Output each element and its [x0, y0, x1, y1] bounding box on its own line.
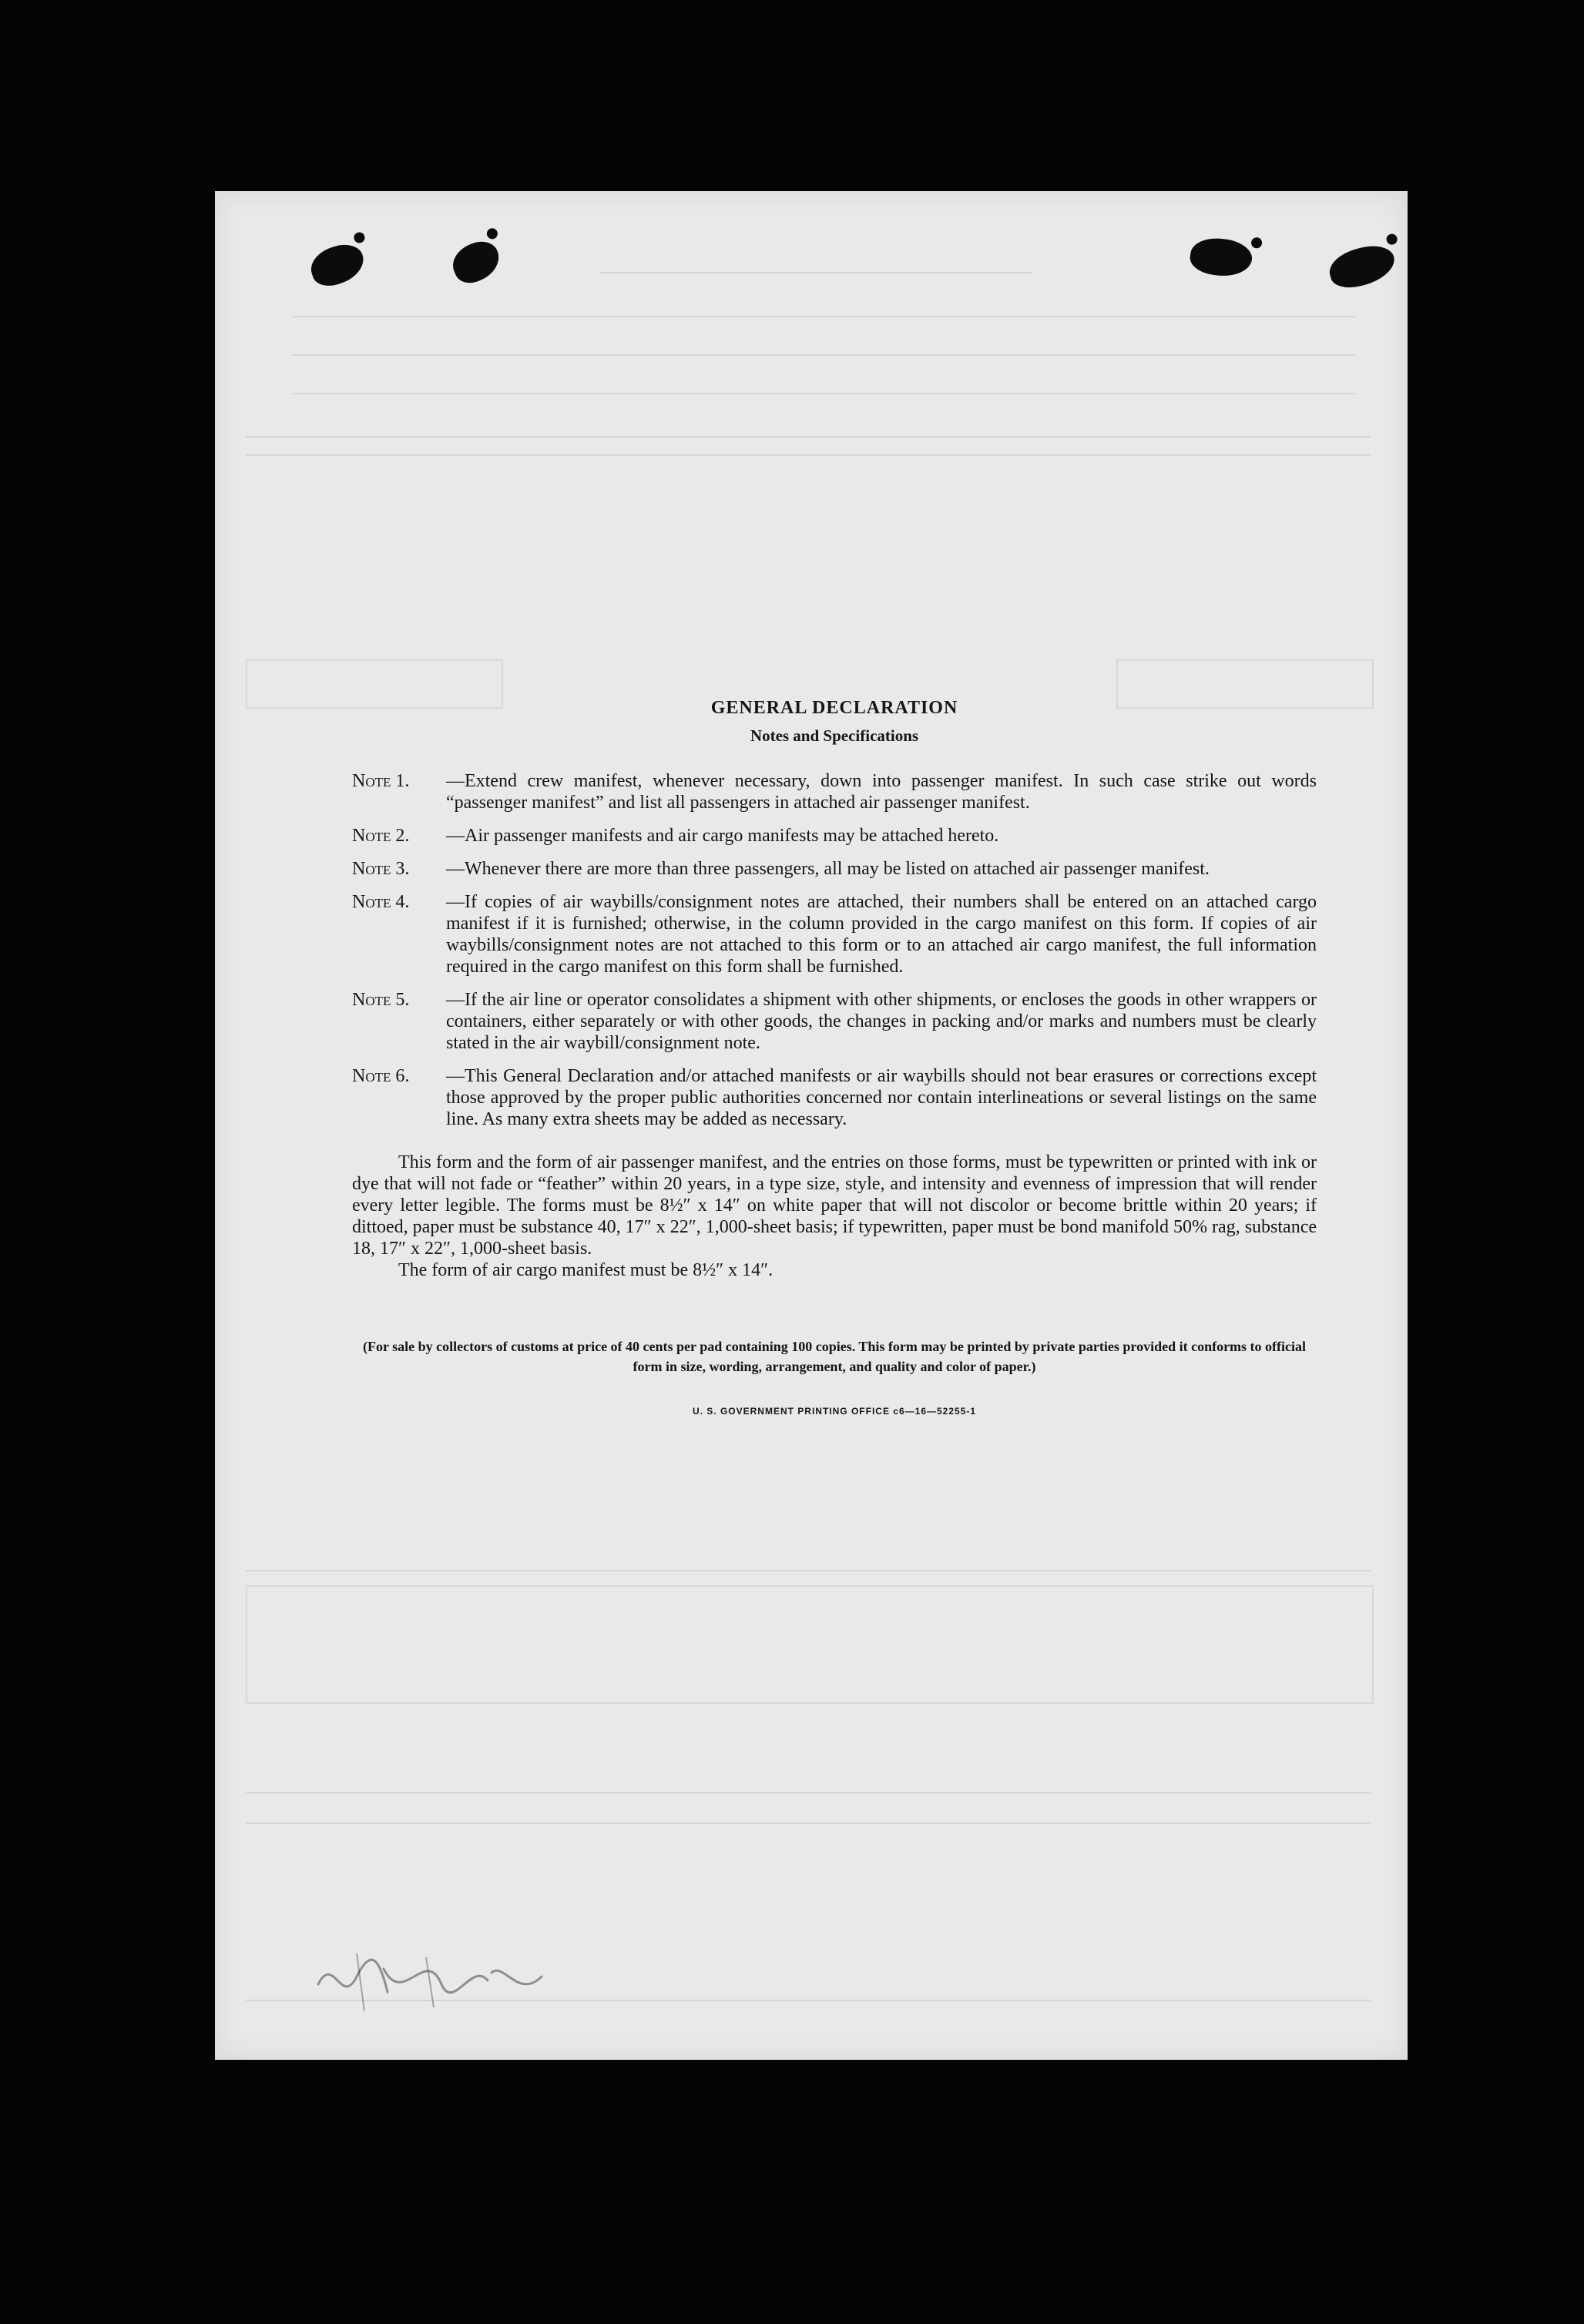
note-label: Note 2. — [352, 826, 410, 846]
punch-hole — [306, 239, 368, 290]
bleed-through-line — [246, 1570, 1371, 1571]
note-text: —Whenever there are more than three passengers, all may be listed on attached air passenger manifest. — [446, 859, 1210, 879]
punch-hole — [447, 235, 505, 288]
document-sheet — [215, 191, 1408, 2060]
punch-hole — [1188, 235, 1254, 280]
note-text: —Air passenger manifests and air cargo manifests may be attached hereto. — [446, 826, 999, 846]
bleed-through-line — [292, 316, 1355, 317]
note-2 — [352, 825, 1317, 847]
notes-section — [352, 698, 1317, 1417]
note-4 — [352, 891, 1317, 978]
note-text: —Extend crew manifest, whenever necessary, down into passenger manifest. In such case strike out words “passenger manifest” and list all passengers in attached air passenger manifest. — [446, 771, 1317, 813]
printing-office-imprint: U. S. GOVERNMENT PRINTING OFFICE c6—16—52255-1 — [692, 1406, 977, 1417]
note-text: —This General Declaration and/or attached manifests or air waybills should not bear erasures or corrections except those approved by the proper public authorities concerned nor contain interlineations or several listings on the same line. As many extra sheets may be added as necessary. — [446, 1066, 1317, 1129]
note-6 — [352, 1065, 1317, 1130]
note-label: Note 3. — [352, 859, 410, 879]
bleed-through-line — [246, 1792, 1371, 1793]
sale-notice: (For sale by collectors of customs at price of 40 cents per pad containing 100 copies. This form may be printed by private parties provided it conforms to official form in size, wording, arrangement, and quality and color of paper.) — [362, 1339, 1307, 1374]
page-title: GENERAL DECLARATION — [710, 698, 958, 718]
note-1 — [352, 770, 1317, 813]
note-label: Note 5. — [352, 990, 410, 1010]
bleed-through-line — [292, 393, 1355, 394]
note-label: Note 4. — [352, 892, 410, 912]
note-label: Note 6. — [352, 1066, 410, 1086]
bleed-through-box — [246, 1585, 1374, 1704]
note-5 — [352, 989, 1317, 1054]
note-label: Note 1. — [352, 771, 410, 791]
cargo-manifest-specification: The form of air cargo manifest must be 8½″ x 14″. — [398, 1260, 774, 1280]
note-text: —If copies of air waybills/consignment notes are attached, their numbers shall be entered on an attached cargo manifest if it is furnished; otherwise, in the column provided in the cargo manifest on this form. If copies of air waybills/consignment notes are not attached to this form or to an attached air cargo manifest, the full information required in the cargo manifest on this form shall be furnished. — [446, 892, 1317, 977]
bleed-through-line — [246, 454, 1371, 456]
bleed-through-line — [600, 272, 1032, 273]
note-3 — [352, 858, 1317, 880]
punch-hole — [1325, 240, 1398, 292]
bleed-through-line — [246, 1823, 1371, 1824]
handwritten-signature — [310, 1938, 549, 2023]
note-text: —If the air line or operator consolidates a shipment with other shipments, or encloses the goods in other wrappers or containers, either separately or with other goods, the changes in packing and/or marks and numbers must be clearly stated in the air waybill/consignment note. — [446, 990, 1317, 1053]
bleed-through-line — [292, 354, 1355, 356]
page-subtitle: Notes and Specifications — [750, 726, 919, 745]
form-specification-paragraph: This form and the form of air passenger manifest, and the entries on those forms, must be typewritten or printed with ink or dye that will not fade or “feather” within 20 years, in a type size, style, and intensity and evenness of impression that will render every letter legible. The forms must be 8½″ x 14″ on white paper that will not discolor or become brittle within 20 years; if dittoed, paper must be substance 40, 17″ x 22″, 1,000-sheet basis; if typewritten, paper must be bond manifold 50% rag, substance 18, 17″ x 22″, 1,000-sheet basis. — [352, 1152, 1317, 1259]
bleed-through-line — [246, 436, 1371, 438]
